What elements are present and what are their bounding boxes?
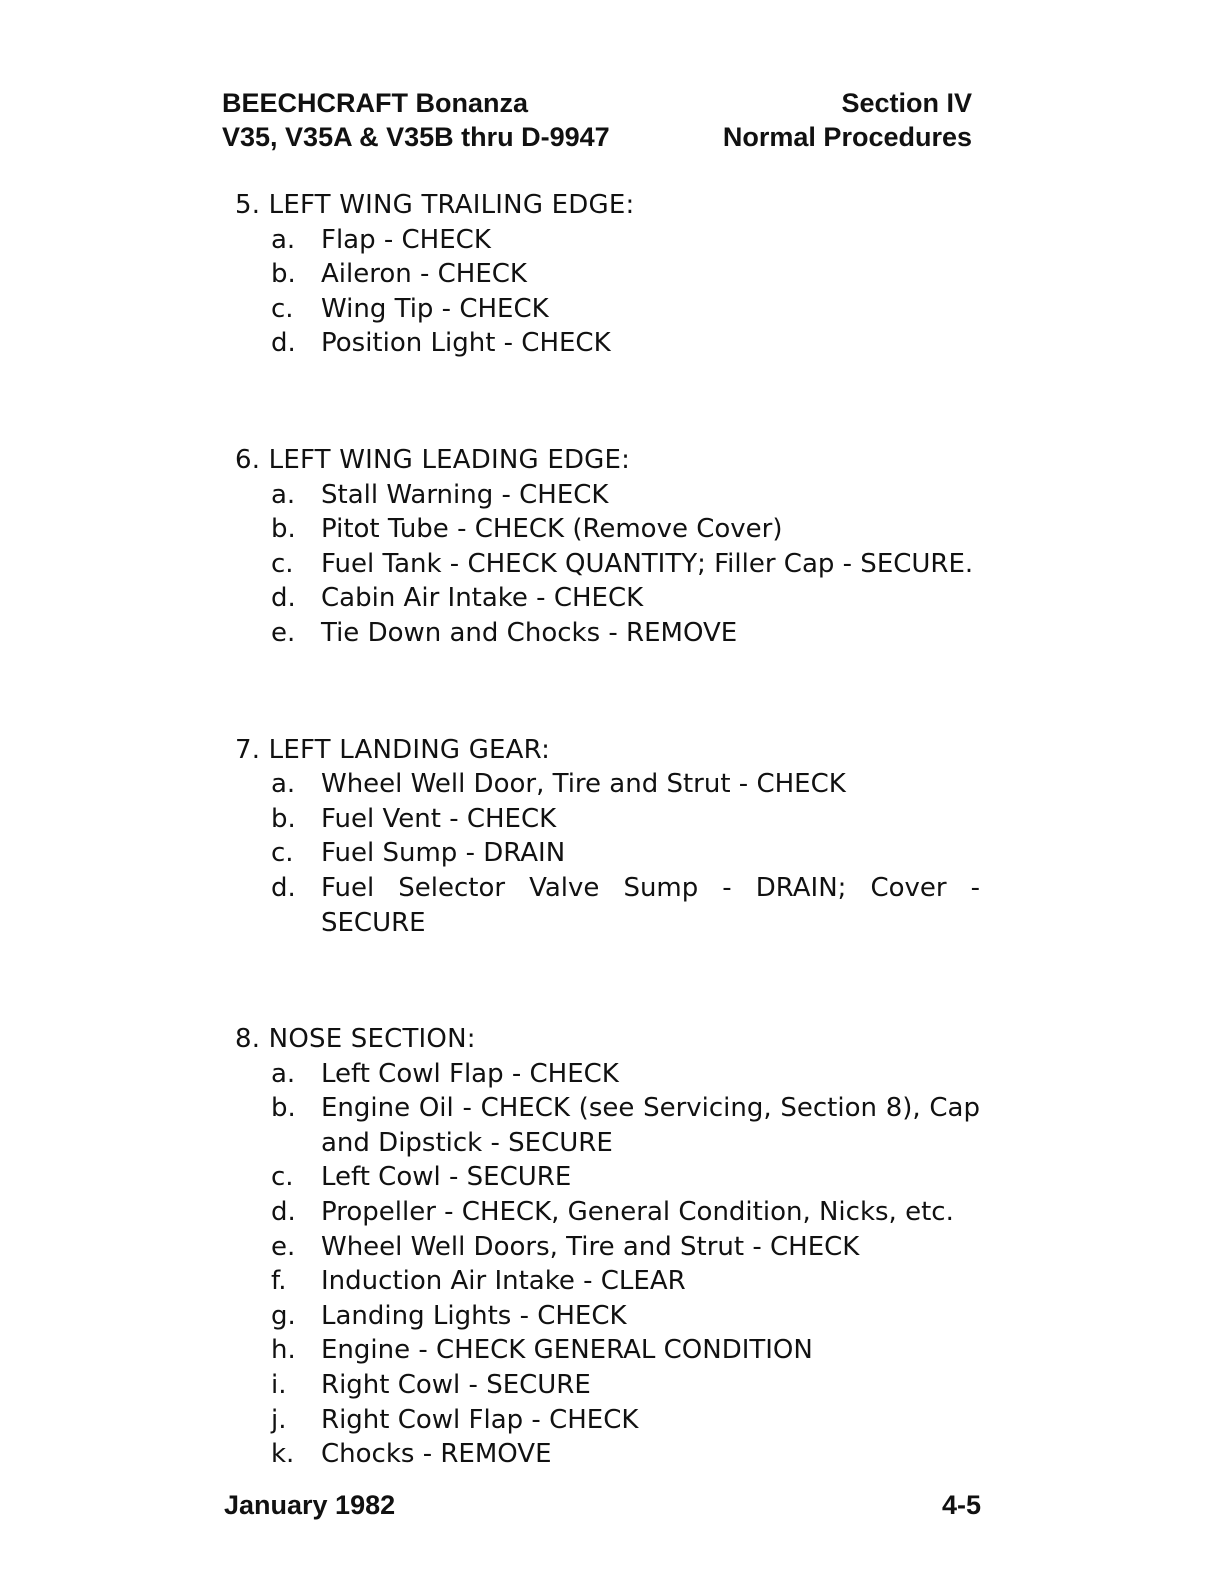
item-text: Fuel Sump - DRAIN — [321, 838, 566, 869]
header-aircraft-model: BEECHCRAFT Bonanza — [222, 88, 529, 118]
item-letter: d. — [271, 328, 296, 359]
checklist-item — [235, 1230, 980, 1265]
item-text: Position Light - CHECK — [321, 328, 611, 359]
checklist-item — [235, 1437, 980, 1472]
item-text: Engine Oil - CHECK (see Servicing, Section 8), Cap and Dipstick - SECURE — [321, 1093, 980, 1158]
item-text: Right Cowl Flap - CHECK — [321, 1404, 639, 1435]
checklist-item — [235, 1264, 980, 1299]
item-letter: c. — [271, 838, 294, 869]
item-text: Aileron - CHECK — [321, 259, 527, 290]
checklist-section-left-wing-trailing-edge — [235, 188, 980, 361]
footer-page-number: 4-5 — [941, 1490, 981, 1520]
checklist-item — [235, 478, 980, 513]
item-text: Wheel Well Door, Tire and Strut - CHECK — [321, 769, 846, 800]
section-heading: 7. LEFT LANDING GEAR: — [235, 734, 551, 765]
checklist-item — [235, 292, 980, 327]
checklist-item — [235, 1299, 980, 1334]
item-text: Fuel Tank - CHECK QUANTITY; Filler Cap - SECURE. — [321, 548, 974, 579]
checklist-item — [235, 1091, 980, 1160]
checklist-item — [235, 1057, 980, 1092]
header-aircraft-block — [222, 86, 610, 154]
item-letter: e. — [271, 1231, 296, 1262]
checklist-items — [235, 478, 980, 651]
item-letter: d. — [271, 1197, 296, 1228]
checklist-item — [235, 1333, 980, 1368]
item-letter: i. — [271, 1370, 287, 1401]
item-text: Stall Warning - CHECK — [321, 479, 609, 510]
checklist-items — [235, 223, 980, 361]
item-letter: b. — [271, 1093, 296, 1124]
item-letter: g. — [271, 1300, 296, 1331]
item-letter: b. — [271, 514, 296, 545]
header-section-number: Section IV — [841, 88, 972, 118]
item-text: Fuel Vent - CHECK — [321, 803, 557, 834]
item-text: Flap - CHECK — [321, 224, 491, 255]
checklist-item — [235, 223, 980, 258]
checklist-item — [235, 257, 980, 292]
item-letter: a. — [271, 224, 296, 255]
item-letter: a. — [271, 1058, 296, 1089]
item-text: Cabin Air Intake - CHECK — [321, 583, 644, 614]
item-letter: a. — [271, 769, 296, 800]
checklist-content — [235, 188, 980, 1472]
item-text: Pitot Tube - CHECK (Remove Cover) — [321, 514, 783, 545]
item-text: Chocks - REMOVE — [321, 1439, 552, 1470]
item-letter: a. — [271, 479, 296, 510]
item-letter: k. — [271, 1439, 295, 1470]
checklist-item — [235, 1195, 980, 1230]
item-text: Left Cowl - SECURE — [321, 1162, 572, 1193]
item-text: Wing Tip - CHECK — [321, 293, 549, 324]
checklist-item — [235, 767, 980, 802]
item-letter: c. — [271, 293, 294, 324]
checklist-item — [235, 512, 980, 547]
checklist-item — [235, 836, 980, 871]
checklist-item — [235, 547, 980, 582]
section-heading: 8. NOSE SECTION: — [235, 1024, 476, 1055]
checklist-item — [235, 616, 980, 651]
checklist-section-left-landing-gear — [235, 733, 980, 941]
item-text: Fuel Selector Valve Sump - DRAIN; Cover - SECURE — [321, 872, 980, 938]
item-text: Tie Down and Chocks - REMOVE — [321, 617, 738, 648]
checklist-item — [235, 871, 980, 940]
item-letter: b. — [271, 259, 296, 290]
item-text: Wheel Well Doors, Tire and Strut - CHECK — [321, 1231, 860, 1262]
checklist-item — [235, 1160, 980, 1195]
header-aircraft-variants: V35, V35A & V35B thru D-9947 — [222, 122, 610, 152]
item-letter: d. — [271, 583, 296, 614]
header-section-title: Normal Procedures — [722, 122, 972, 152]
item-text: Landing Lights - CHECK — [321, 1300, 627, 1331]
item-letter: c. — [271, 548, 294, 579]
item-letter: h. — [271, 1335, 296, 1366]
item-letter: f. — [271, 1266, 287, 1297]
item-letter: b. — [271, 803, 296, 834]
item-letter: e. — [271, 617, 296, 648]
checklist-item — [235, 1403, 980, 1438]
section-heading: 6. LEFT WING LEADING EDGE: — [235, 444, 631, 475]
footer-date: January 1982 — [224, 1490, 396, 1520]
item-text: Right Cowl - SECURE — [321, 1370, 591, 1401]
item-letter: j. — [271, 1404, 287, 1435]
checklist-section-nose-section — [235, 1022, 980, 1472]
checklist-items — [235, 767, 980, 940]
header-section-block — [723, 86, 972, 154]
item-letter: c. — [271, 1162, 294, 1193]
checklist-item — [235, 802, 980, 837]
item-text: Induction Air Intake - CLEAR — [321, 1266, 686, 1297]
checklist-item — [235, 581, 980, 616]
item-text: Engine - CHECK GENERAL CONDITION — [321, 1335, 813, 1366]
item-letter: d. — [271, 872, 296, 903]
checklist-item — [235, 326, 980, 361]
item-text: Propeller - CHECK, General Condition, Nicks, etc. — [321, 1197, 954, 1228]
checklist-items — [235, 1057, 980, 1472]
checklist-item — [235, 1368, 980, 1403]
section-heading: 5. LEFT WING TRAILING EDGE: — [235, 190, 635, 220]
item-text: Left Cowl Flap - CHECK — [321, 1058, 619, 1089]
checklist-section-left-wing-leading-edge — [235, 443, 980, 651]
